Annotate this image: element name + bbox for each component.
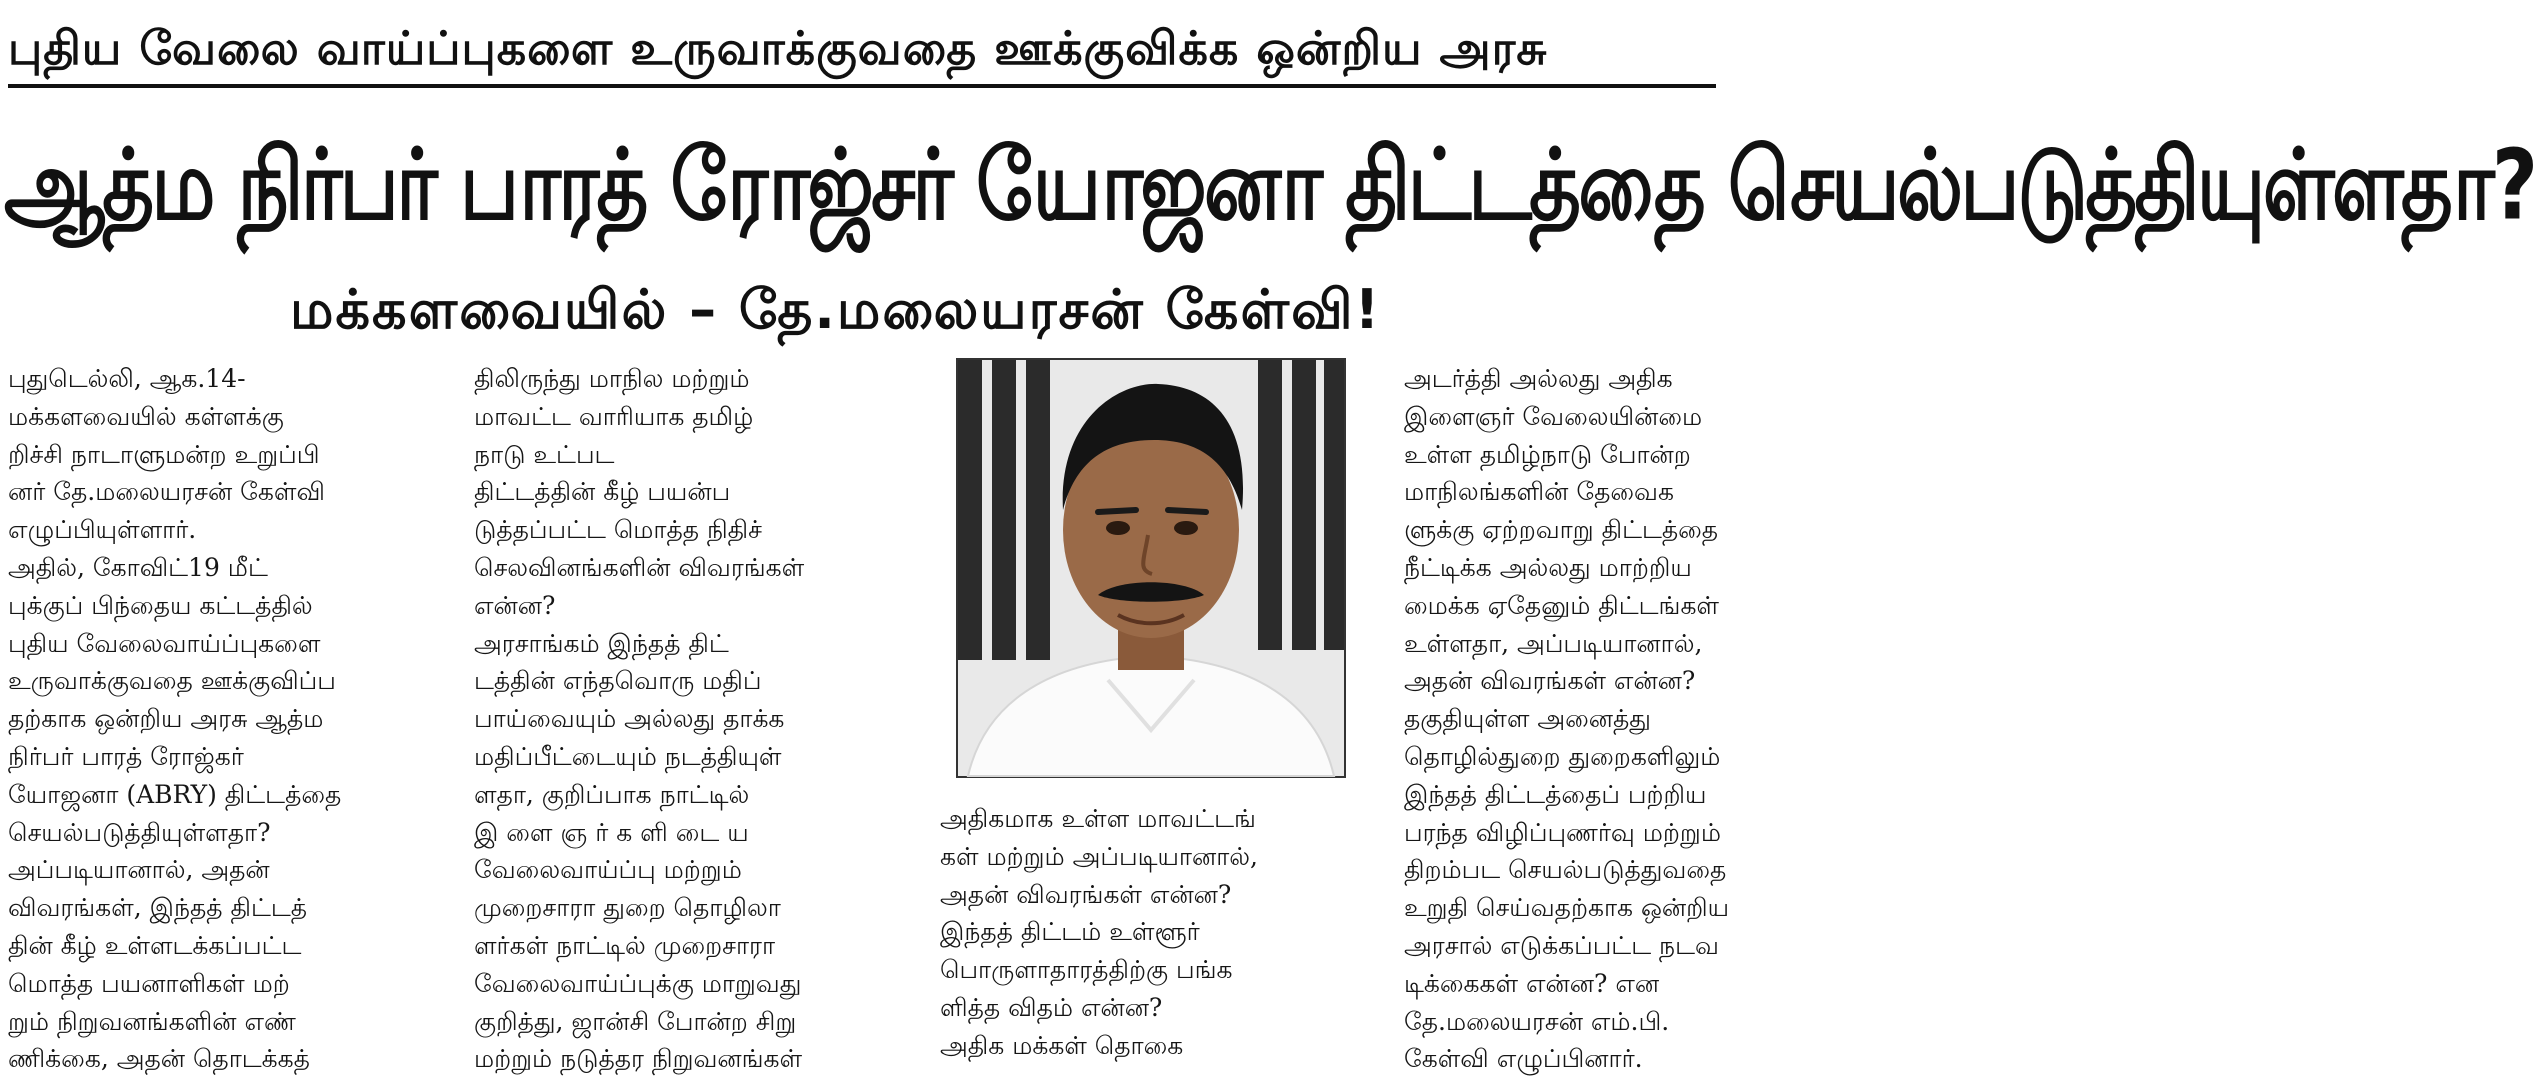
- article-line: ணிக்கை, அதன் தொடக்கத்: [8, 1044, 310, 1074]
- article-line: ளர்கள் நாட்டில் முறைசாரா: [474, 930, 776, 960]
- article-line: டுத்தப்பட்ட மொத்த நிதிச்: [474, 515, 763, 545]
- headline: ஆத்ம நிர்பர் பாரத் ரோஜ்சர் யோஜனா திட்டத்தை செயல்படுத்தியுள்ளதா?: [4, 128, 2535, 242]
- article-line: அதிக மக்கள் தொகை: [940, 1030, 1184, 1060]
- article-line: அதில், கோவிட்19 மீட்: [8, 552, 268, 582]
- article-line: பரந்த விழிப்புணர்வு மற்றும்: [1404, 817, 1721, 847]
- article-line: டிக்கைகள் என்ன? என: [1404, 968, 1660, 998]
- article-line: இ ளை ஞ ர் க ளி டை ய: [474, 817, 749, 847]
- article-line: மாநிலங்களின் தேவைக: [1404, 477, 1674, 507]
- article-line: பாய்வையும் அல்லது தாக்க: [474, 704, 785, 734]
- portrait-icon: [958, 360, 1344, 776]
- article-line: டத்தின் எந்தவொரு மதிப்: [474, 666, 762, 696]
- article-line: குறித்து, ஜான்சி போன்ற சிறு: [474, 1006, 797, 1036]
- article-line: செலவினங்களின் விவரங்கள்: [474, 552, 805, 582]
- article-line: தகுதியுள்ள அனைத்து: [1404, 704, 1651, 734]
- article-line: அதன் விவரங்கள் என்ன?: [1404, 666, 1696, 696]
- article-line: கேள்வி எழுப்பினார்.: [1404, 1044, 1643, 1074]
- article-line: னர் தே.மலையரசன் கேள்வி: [8, 477, 325, 507]
- kicker-title: புதிய வேலை வாய்ப்புகளை உருவாக்குவதை ஊக்குவிக்க ஒன்றிய அரசு: [8, 21, 1548, 75]
- article-line: தொழில்துறை துறைகளிலும்: [1404, 741, 1721, 771]
- article-line: செயல்படுத்தியுள்ளதா?: [8, 817, 271, 847]
- article-line: மதிப்பீட்டையும் நடத்தியுள்: [474, 741, 782, 771]
- article-line: திட்டத்தின் கீழ் பயன்ப: [474, 477, 731, 507]
- article-line: மைக்க ஏதேனும் திட்டங்கள்: [1404, 590, 1719, 620]
- article-line: ளுக்கு ஏற்றவாறு திட்டத்தை: [1404, 515, 1719, 545]
- article-column-4: [1404, 360, 1836, 1090]
- article-line: எழுப்பியுள்ளார்.: [8, 515, 197, 545]
- article-line: அரசால் எடுக்கப்பட்ட நடவ: [1404, 930, 1719, 960]
- article-line: திறம்பட செயல்படுத்துவதை: [1404, 855, 1727, 885]
- article-line: அதிகமாக உள்ள மாவட்டங்: [940, 804, 1256, 833]
- article-line: தே.மலையரசன் எம்.பி.: [1404, 1006, 1670, 1036]
- article-line: உருவாக்குவதை ஊக்குவிப்ப: [8, 666, 336, 696]
- article-line: ளதா, குறிப்பாக நாட்டில்: [474, 779, 750, 809]
- article-line: இளைஞர் வேலையின்மை: [1404, 401, 1703, 431]
- article-line: கள் மற்றும் அப்படியானால்,: [940, 841, 1258, 871]
- article-line: நிர்பர் பாரத் ரோஜ்கர்: [8, 741, 244, 771]
- article-line: திலிருந்து மாநில மற்றும்: [474, 364, 750, 393]
- article-line: அரசாங்கம் இந்தத் திட்: [474, 628, 729, 658]
- article-line: மக்களவையில் கள்ளக்கு: [8, 401, 284, 431]
- article-line: புதிய வேலைவாய்ப்புகளை: [8, 628, 321, 658]
- article-line: தற்காக ஒன்றிய அரசு ஆத்ம: [8, 704, 324, 734]
- article-line: இந்தத் திட்டம் உள்ளூர்: [940, 917, 1200, 947]
- article-line: முறைசாரா துறை தொழிலா: [474, 893, 781, 923]
- kicker-underline: [8, 84, 1716, 88]
- article-line: உறுதி செய்வதற்காக ஒன்றிய: [1404, 893, 1730, 923]
- article-line: ளித்த விதம் என்ன?: [940, 992, 1163, 1022]
- article-line: அப்படியானால், அதன்: [8, 855, 270, 885]
- article-line: றிச்சி நாடாளுமன்ற உறுப்பி: [8, 439, 320, 469]
- article-line: மற்றும் நடுத்தர நிறுவனங்கள்: [474, 1044, 803, 1074]
- article-line: உள்ளதா, அப்படியானால்,: [1404, 628, 1703, 658]
- subheadline: மக்களவையில் – தே.மலையரசன் கேள்வி!: [290, 278, 1382, 341]
- article-line: யோஜனா (ABRY) திட்டத்தை: [8, 779, 342, 809]
- article-column-3: [940, 800, 1380, 1090]
- article-column-1: [8, 360, 448, 1090]
- article-line: இந்தத் திட்டத்தைப் பற்றிய: [1404, 779, 1707, 809]
- article-line: விவரங்கள், இந்தத் திட்டத்: [8, 893, 308, 923]
- article-line: புதுடெல்லி, ஆக.14-: [8, 364, 246, 393]
- article-line: மாவட்ட வாரியாக தமிழ்: [474, 401, 754, 431]
- article-line: அடர்த்தி அல்லது அதிக: [1404, 364, 1673, 393]
- article-line: உள்ள தமிழ்நாடு போன்ற: [1404, 439, 1691, 469]
- portrait-photo: [956, 358, 1346, 778]
- article-line: நீட்டிக்க அல்லது மாற்றிய: [1404, 552, 1692, 582]
- article-line: புக்குப் பிந்தைய கட்டத்தில்: [8, 590, 313, 620]
- article-line: பொருளாதாரத்திற்கு பங்க: [940, 955, 1233, 985]
- article-line: மொத்த பயனாளிகள் மற்: [8, 968, 290, 998]
- article-line: அதன் விவரங்கள் என்ன?: [940, 879, 1232, 909]
- article-column-2: [474, 360, 914, 1090]
- article-line: தின் கீழ் உள்ளடக்கப்பட்ட: [8, 930, 302, 960]
- article-line: நாடு உட்பட: [474, 439, 615, 469]
- article-line: என்ன?: [474, 590, 556, 620]
- article-line: வேலைவாய்ப்புக்கு மாறுவது: [474, 968, 802, 998]
- article-line: றும் நிறுவனங்களின் எண்: [8, 1006, 296, 1036]
- article-line: வேலைவாய்ப்பு மற்றும்: [474, 855, 742, 885]
